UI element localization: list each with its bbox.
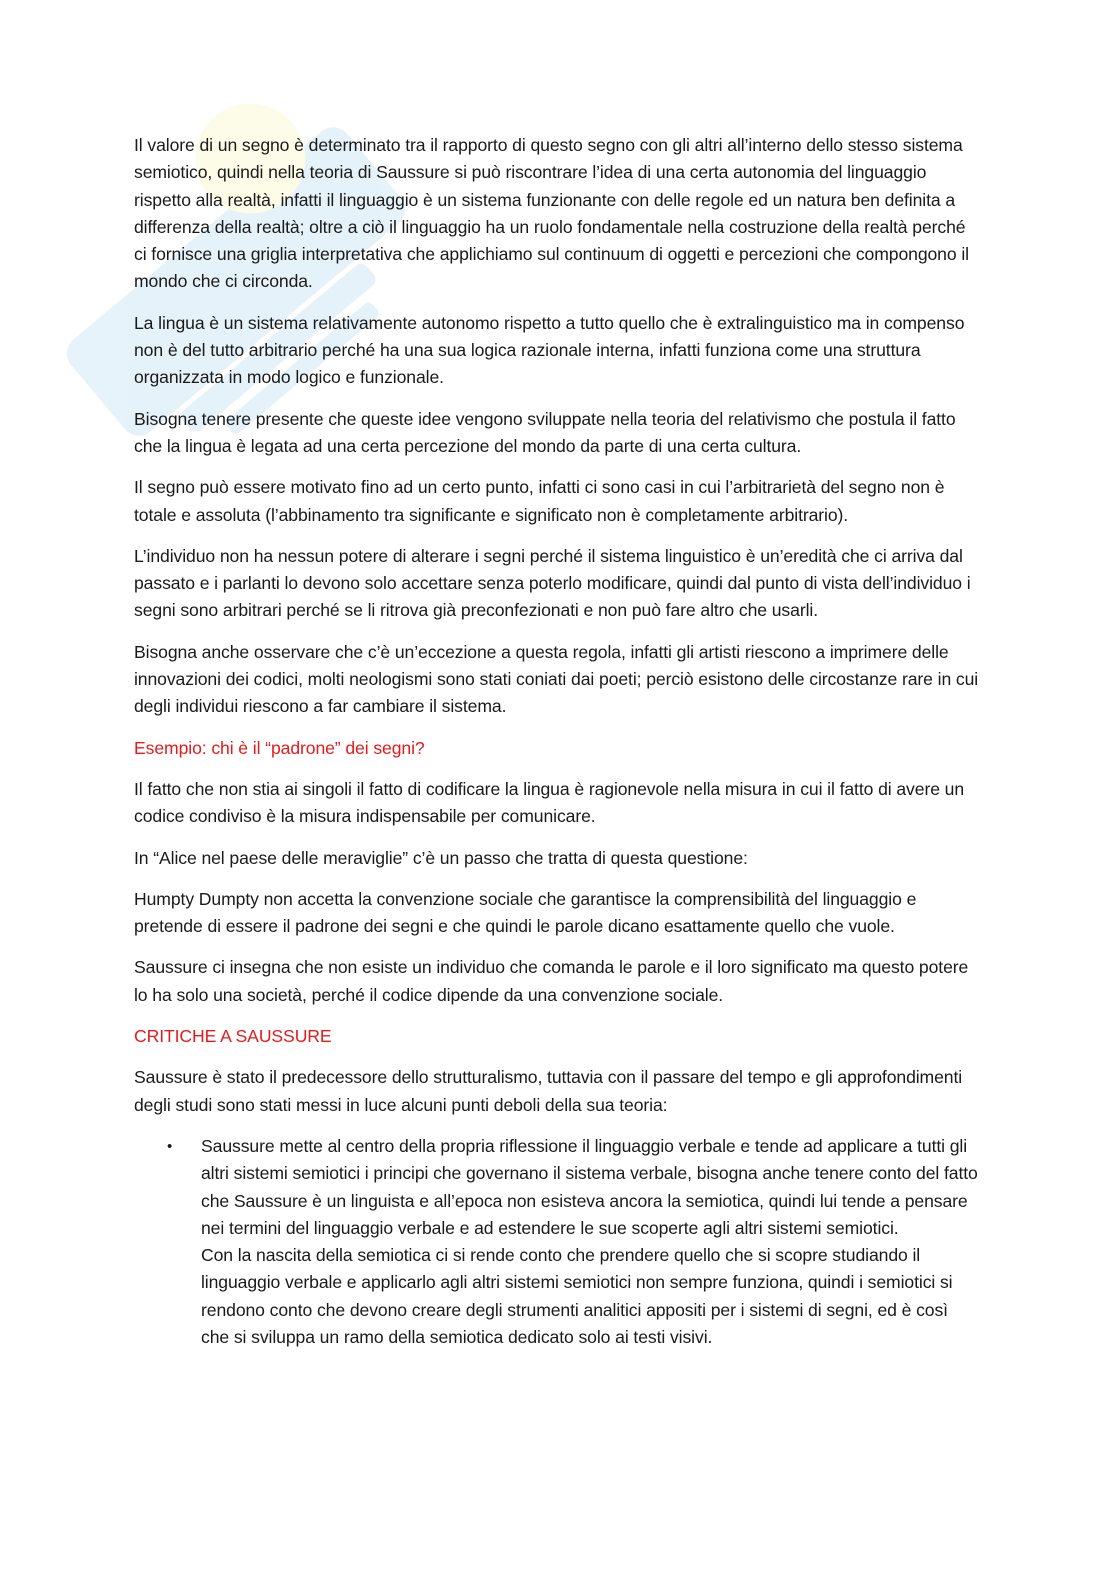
paragraph-alice: In “Alice nel paese delle meraviglie” c’è un passo che tratta di questa questione:	[134, 847, 748, 868]
example-heading: Esempio: chi è il “padrone” dei segni?	[134, 737, 425, 758]
paragraph-shared-code: Il fatto che non stia ai singoli il fatto di codificare la lingua è ragionevole nella misura in cui il fatto di avere un codice condiviso è la misura indispensabile per comunicare.	[134, 778, 965, 827]
paragraph-structuralism: Saussure è stato il predecessore dello strutturalismo, tuttavia con il passare del tempo e gli approfondimenti degli studi sono stati messi in luce alcuni punti deboli della sua teoria:	[134, 1067, 963, 1115]
critiques-list	[134, 1133, 979, 1351]
paragraph-language-autonomy: La lingua è un sistema relativamente autonomo rispetto a tutto quello che è extralinguistico ma in compenso non è del tutto arbitrario perché ha una sua logica razionale interna, infatti funziona come una struttura organizzata in modo logico e funzionale.	[134, 312, 965, 388]
paragraph-individual: L’individuo non ha nessun potere di alterare i segni perché il sistema linguistico è un’eredità che ci arriva dal passato e i parlanti lo devono solo accettare senza poterlo modificare, quindi dal punto di vista dell’individuo i segni sono arbitrari perché se li ritrova già preconfezionati e non può fare altro che usarli.	[134, 545, 971, 621]
critiques-heading: CRITICHE A SAUSSURE	[134, 1026, 332, 1047]
paragraph-motivated-sign: Il segno può essere motivato fino ad un certo punto, infatti ci sono casi in cui l’arbitrarietà del segno non è totale e assoluta (l’abbinamento tra significante e significato non è completamente arbitrario).	[134, 477, 945, 525]
bullet-icon: •	[167, 1137, 173, 1155]
document-body	[134, 132, 979, 1351]
list-item	[134, 1133, 979, 1351]
paragraph-relativism: Bisogna tenere presente che queste idee vengono sviluppate nella teoria del relativismo che postula il fatto che la lingua è legata ad una certa percezione del mondo da parte di una certa cultura.	[134, 408, 956, 456]
paragraph-humpty-dumpty: Humpty Dumpty non accetta la convenzione sociale che garantisce la comprensibilità del linguaggio e pretende di essere il padrone dei segni e che quindi le parole dicano esattamente quello che vuole.	[134, 888, 917, 937]
list-item-text: Saussure mette al centro della propria riflessione il linguaggio verbale e tende ad applicare a tutti gli altri sistemi semiotici i principi che governano il sistema verbale, bisogna anche tenere conto del fatto che Saussure è un linguista e all’epoca non esisteva ancora la semiotica, quindi lui tende a pensare nei termini del linguaggio verbale e ad estendere le sue scoperte agli altri sistemi semiotici.	[201, 1135, 978, 1238]
paragraph-society: Saussure ci insegna che non esiste un individuo che comanda le parole e il loro significato ma questo potere lo ha solo una società, perché il codice dipende da una convenzione sociale.	[134, 957, 969, 1005]
list-item-text-continued: Con la nascita della semiotica ci si rende conto che prendere quello che si scopre studiando il linguaggio verbale e applicarlo agli altri sistemi semiotici non sempre funziona, quindi i semiotici si rendono conto che devono creare degli strumenti analitici appositi per i sistemi di segni, ed è così che si sviluppa un ramo della semiotica dedicato solo ai testi visivi.	[201, 1245, 953, 1347]
paragraph-exception: Bisogna anche osservare che c’è un’eccezione a questa regola, infatti gli artisti riescono a imprimere delle innovazioni dei codici, molti neologismi sono stati coniati dai poeti; perciò esistono delle circostanze rare in cui degli individui riescono a far cambiare il sistema.	[134, 641, 979, 717]
paragraph-sign-value: Il valore di un segno è determinato tra il rapporto di questo segno con gli altri all’interno dello stesso sistema semiotico, quindi nella teoria di Saussure si può riscontrare l’idea di una certa autonomia del linguaggio rispetto alla realtà, infatti il linguaggio è un sistema funzionante con delle regole ed un natura ben definita a differenza della realtà; oltre a ciò il linguaggio ha un ruolo fondamentale nella costruzione della realtà perché ci fornisce una griglia interpretativa che applichiamo sul continuum di oggetti e percezioni che compongono il mondo che ci circonda.	[134, 135, 969, 292]
